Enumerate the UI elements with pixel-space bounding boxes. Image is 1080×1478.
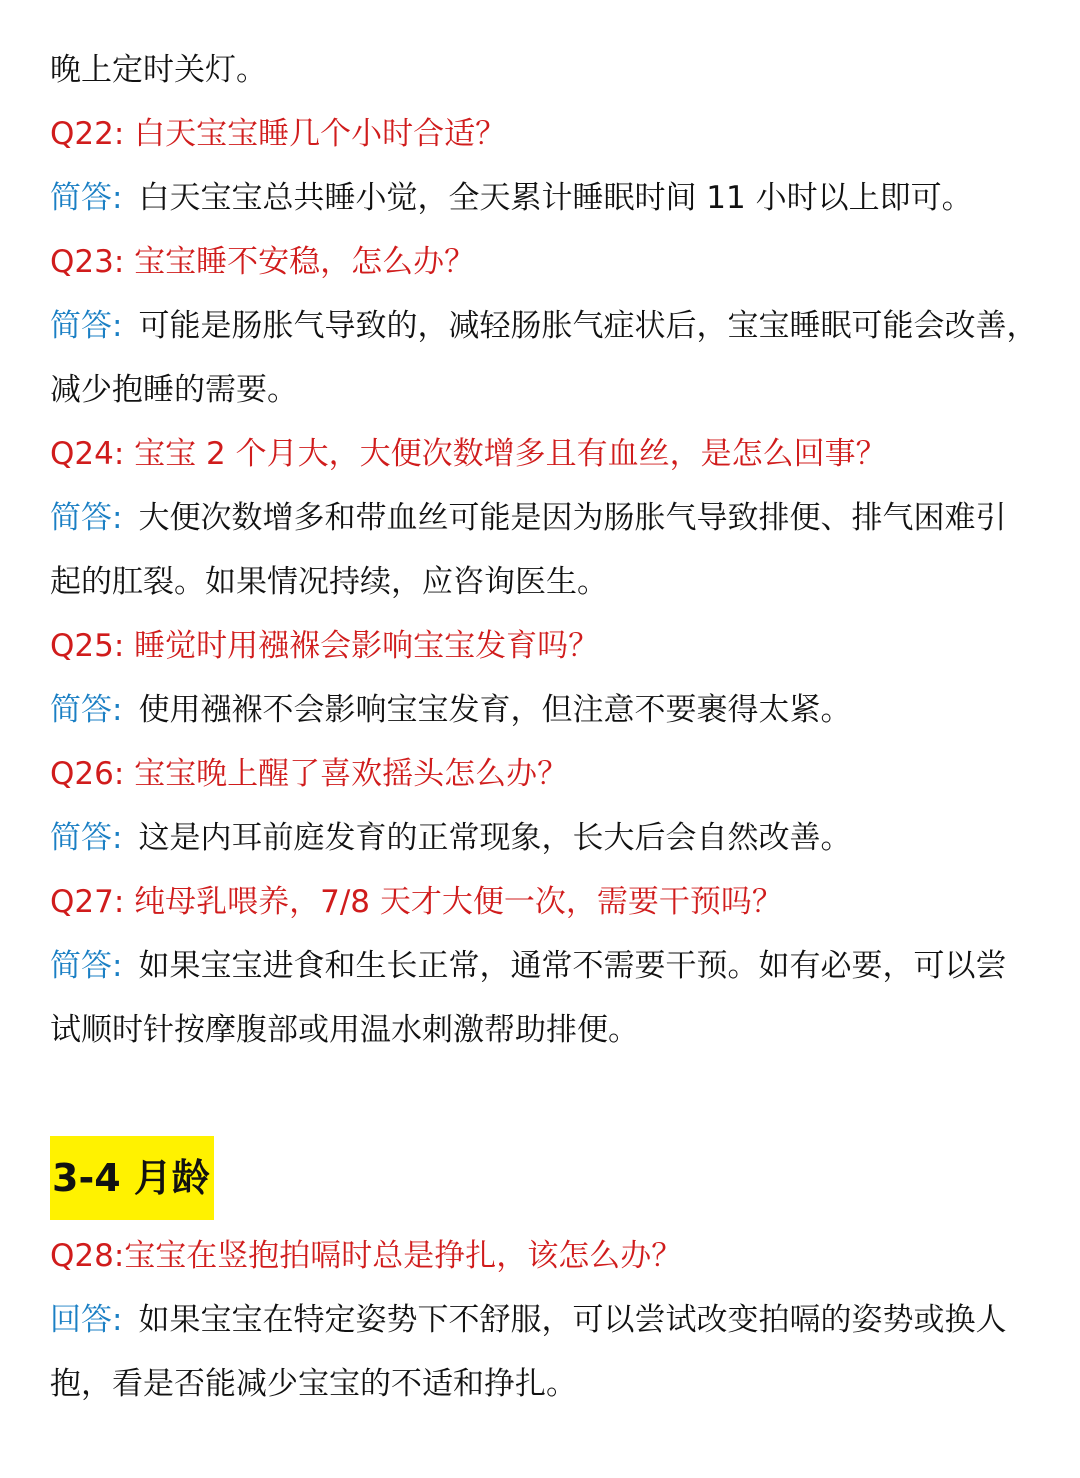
section-heading: 3-4 月龄 bbox=[50, 1136, 214, 1220]
qa-item bbox=[50, 422, 1050, 614]
answer-line bbox=[50, 806, 1050, 870]
answer-text: 可能是肠胀气导致的，减轻肠胀气症状后，宝宝睡眠可能会改善， bbox=[138, 308, 1038, 344]
answer-continuation: 减少抱睡的需要。 bbox=[50, 372, 298, 408]
answer-line bbox=[50, 486, 1050, 550]
answer-continuation: 抱，看是否能减少宝宝的不适和挣扎。 bbox=[50, 1366, 577, 1402]
answer-continuation: 起的肛裂。如果情况持续，应咨询医生。 bbox=[50, 564, 608, 600]
answer-continuation: 试顺时针按摩腹部或用温水刺激帮助排便。 bbox=[50, 1012, 639, 1048]
question: Q24: 宝宝 2 个月大，大便次数增多且有血丝，是怎么回事？ bbox=[50, 436, 887, 472]
section-spacer bbox=[50, 1062, 1050, 1134]
answer-line bbox=[50, 1288, 1050, 1352]
answer-text: 白天宝宝总共睡小觉，全天累计睡眠时间 11 小时以上即可。 bbox=[138, 180, 973, 216]
answer-line bbox=[50, 678, 1050, 742]
question: Q28:宝宝在竖抱拍嗝时总是挣扎，该怎么办？ bbox=[50, 1238, 683, 1274]
answer-label: 简答: bbox=[50, 948, 123, 984]
answer-text: 如果宝宝进食和生长正常，通常不需要干预。如有必要，可以尝 bbox=[138, 948, 1007, 984]
answer-label: 简答: bbox=[50, 500, 123, 536]
document-page bbox=[0, 38, 1080, 1478]
answer-line bbox=[50, 934, 1050, 998]
qa-item bbox=[50, 870, 1050, 1062]
qa-item bbox=[50, 742, 1050, 870]
question: Q26: 宝宝晚上醒了喜欢摇头怎么办？ bbox=[50, 756, 569, 792]
answer-label: 简答: bbox=[50, 820, 123, 856]
qa-item bbox=[50, 230, 1050, 422]
answer-text: 如果宝宝在特定姿势下不舒服，可以尝试改变拍嗝的姿势或换人 bbox=[138, 1302, 1007, 1338]
question: Q25: 睡觉时用襁褓会影响宝宝发育吗？ bbox=[50, 628, 600, 664]
answer-label: 简答: bbox=[50, 180, 123, 216]
qa-list-section-2 bbox=[50, 1224, 1050, 1416]
qa-item bbox=[50, 1224, 1050, 1416]
qa-item bbox=[50, 614, 1050, 742]
answer-line bbox=[50, 294, 1050, 358]
answer-line bbox=[50, 166, 1050, 230]
answer-text: 大便次数增多和带血丝可能是因为肠胀气导致排便、排气困难引 bbox=[138, 500, 1007, 536]
qa-item bbox=[50, 102, 1050, 230]
qa-list bbox=[50, 102, 1050, 1062]
question: Q23: 宝宝睡不安稳，怎么办？ bbox=[50, 244, 476, 280]
answer-text: 使用襁褓不会影响宝宝发育，但注意不要裹得太紧。 bbox=[138, 692, 852, 728]
section-heading-wrap bbox=[50, 1134, 1050, 1224]
answer-label: 回答: bbox=[50, 1302, 123, 1338]
question: Q27: 纯母乳喂养，7/8 天才大便一次，需要干预吗？ bbox=[50, 884, 783, 920]
answer-label: 简答: bbox=[50, 692, 123, 728]
answer-label: 简答: bbox=[50, 308, 123, 344]
intro-line: 晚上定时关灯。 bbox=[50, 52, 267, 88]
question: Q22: 白天宝宝睡几个小时合适？ bbox=[50, 116, 507, 152]
answer-text: 这是内耳前庭发育的正常现象，长大后会自然改善。 bbox=[138, 820, 852, 856]
